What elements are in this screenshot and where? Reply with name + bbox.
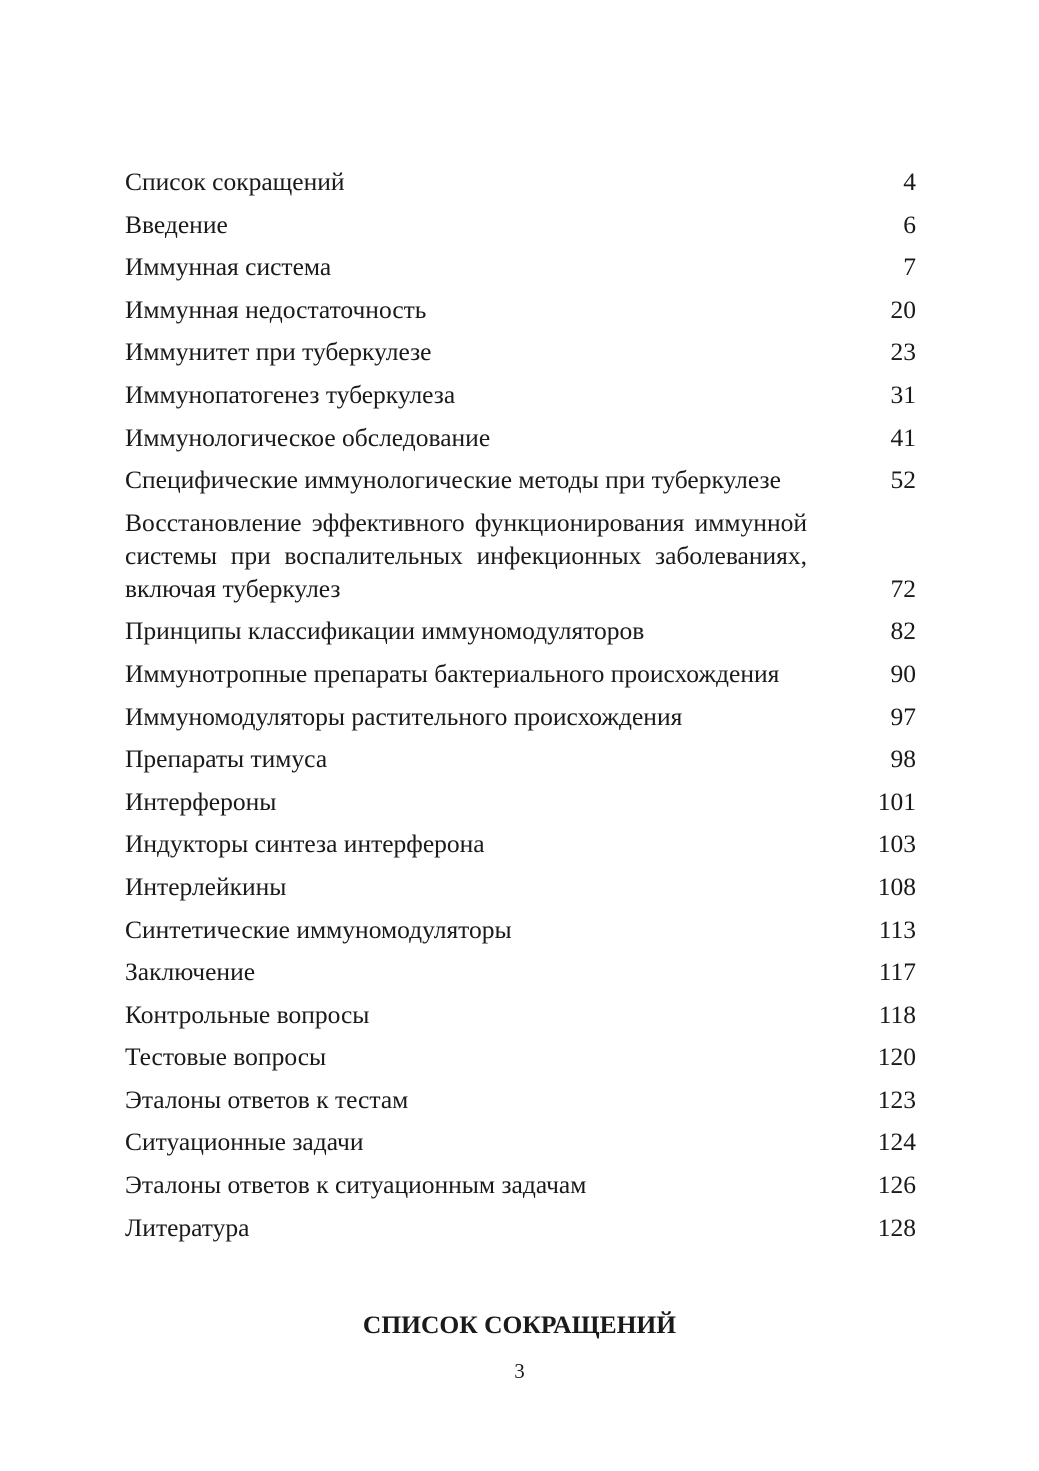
toc-entry-page: 4 xyxy=(903,167,916,196)
toc-entry-title: Иммунитет при туберкулезе xyxy=(125,337,432,367)
toc-entry-title: Тестовые вопросы xyxy=(125,1042,327,1072)
toc-entry xyxy=(125,742,916,775)
toc-entry-page: 72 xyxy=(890,573,916,603)
toc-entry-page: 113 xyxy=(878,914,916,944)
toc-entry xyxy=(125,293,916,326)
toc-entry-page: 103 xyxy=(877,829,916,859)
toc-entry xyxy=(125,463,916,496)
toc-entry-title: Синтетические иммуномодуляторы xyxy=(125,914,512,944)
toc-entry xyxy=(125,421,916,454)
toc-entry-page: 52 xyxy=(890,465,916,495)
toc-entry xyxy=(125,614,916,647)
toc-entry-title: Индукторы синтеза интерферона xyxy=(125,829,485,859)
toc-entry-page: 6 xyxy=(903,209,916,239)
toc-entry-title: Введение xyxy=(125,209,228,239)
toc-entry-page: 123 xyxy=(877,1084,916,1114)
toc-entry-page: 23 xyxy=(890,337,916,367)
toc-entry-title: Интерлейкины xyxy=(125,871,287,901)
toc-entry-title: Иммунотропные препараты бактериального происхождения xyxy=(125,658,780,688)
toc-entry-page: 120 xyxy=(877,1042,916,1072)
toc-entry xyxy=(125,1040,916,1073)
toc-entry xyxy=(125,208,916,241)
toc-entry xyxy=(125,165,916,198)
toc-entry-title: Иммунная недостаточность xyxy=(125,294,427,324)
toc-entry-title: Иммунологическое обследование xyxy=(125,422,491,452)
toc-entry xyxy=(125,700,916,733)
toc-entry xyxy=(125,1168,916,1201)
toc-entry xyxy=(125,1125,916,1158)
toc-entry-page: 97 xyxy=(890,701,916,731)
toc-entry-page: 41 xyxy=(890,422,916,452)
toc-entry-title: Ситуационные задачи xyxy=(125,1127,364,1157)
toc-entry xyxy=(125,1211,916,1244)
toc-entry-page: 98 xyxy=(890,744,916,774)
toc-entry-title: Иммунная система xyxy=(125,252,332,282)
toc-entry-page: 128 xyxy=(877,1212,916,1242)
toc-entry xyxy=(125,506,916,605)
toc-entry xyxy=(125,335,916,368)
toc-entry-page: 118 xyxy=(878,999,916,1029)
toc-entry-page: 90 xyxy=(890,658,916,688)
toc-entry-title: Литература xyxy=(125,1212,250,1242)
section-heading: СПИСОК СОКРАЩЕНИЙ xyxy=(362,1310,677,1339)
toc-entry xyxy=(125,913,916,946)
toc-entry xyxy=(125,827,916,860)
toc-entry xyxy=(125,955,916,988)
toc-entry-title: Эталоны ответов к ситуационным задачам xyxy=(125,1170,587,1200)
toc-entry-page: 108 xyxy=(877,871,916,901)
toc-entry-page: 7 xyxy=(903,252,916,282)
toc-entry xyxy=(125,378,916,411)
toc-entry-title: Эталоны ответов к тестам xyxy=(125,1084,409,1114)
toc-entry-page: 101 xyxy=(877,786,916,816)
toc-entry-page: 20 xyxy=(890,294,916,324)
toc-entry-title: Принципы классификации иммуномодуляторов xyxy=(125,616,645,646)
toc-entry-title: Контрольные вопросы xyxy=(125,999,370,1029)
toc-entry xyxy=(125,250,916,283)
toc-entry xyxy=(125,785,916,818)
toc-entry-title: Список сокращений xyxy=(125,167,345,196)
toc-entry xyxy=(125,870,916,903)
page-number: 3 xyxy=(514,1359,525,1383)
toc-entry-title: Специфические иммунологические методы при туберкулезе xyxy=(125,465,781,495)
toc-entry-title: Иммунопатогенез туберкулеза xyxy=(125,379,456,409)
toc-entry xyxy=(125,1083,916,1116)
toc-entry-title: Интерфероны xyxy=(125,786,277,816)
toc-entry-title: Препараты тимуса xyxy=(125,744,328,774)
toc-entry-page: 126 xyxy=(877,1170,916,1200)
toc-entry-title: Восстановление эффективного функционирования иммунной системы при воспалительных инфекционных заболеваниях, включая туберкулез xyxy=(125,507,807,603)
toc-entry-page: 31 xyxy=(890,379,916,409)
toc-entry xyxy=(125,998,916,1031)
toc-entry-page: 117 xyxy=(878,957,916,987)
toc-entry-page: 124 xyxy=(877,1127,916,1157)
toc-entry xyxy=(125,657,916,690)
table-of-contents xyxy=(125,165,916,1253)
toc-entry-page: 82 xyxy=(890,616,916,646)
toc-entry-title: Заключение xyxy=(125,957,256,987)
toc-entry-title: Иммуномодуляторы растительного происхождения xyxy=(125,701,683,731)
